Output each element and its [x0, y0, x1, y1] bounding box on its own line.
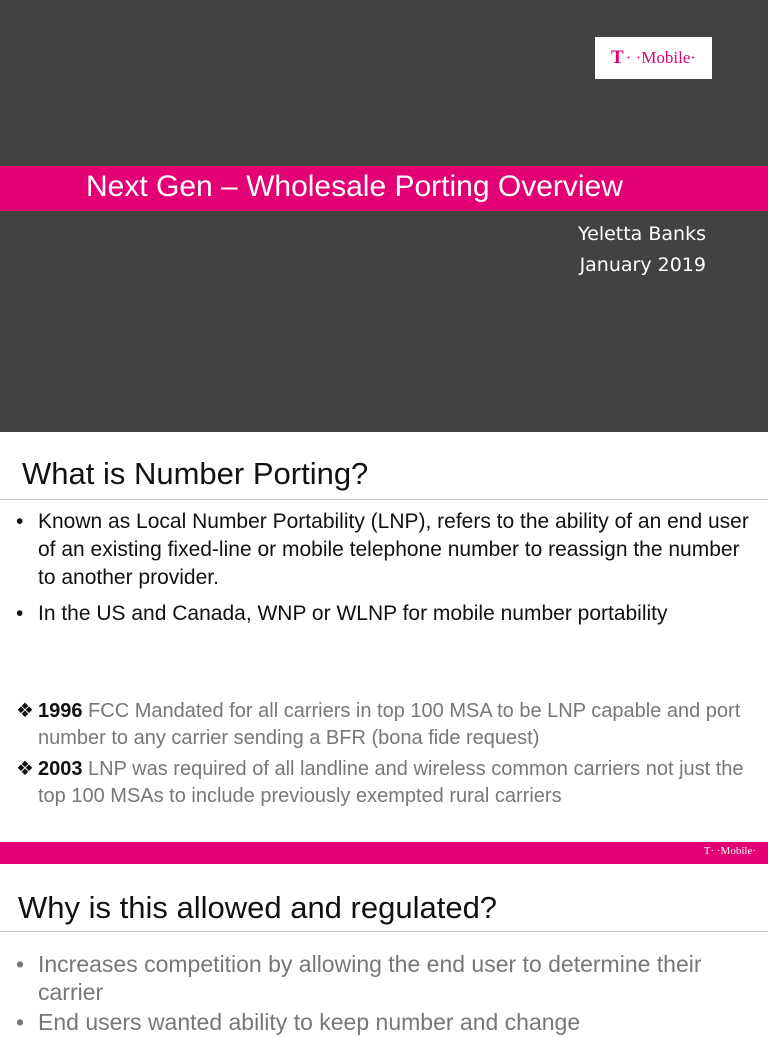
presentation-date: January 2019 [579, 254, 706, 276]
diamond-bullet-icon: ❖ [16, 700, 34, 722]
regulation-slide [0, 864, 768, 1035]
slide-title: Next Gen – Wholesale Porting Overview [86, 170, 623, 203]
heading-divider [0, 931, 768, 932]
title-slide [0, 0, 768, 432]
list-item: • Known as Local Number Portability (LNP), refers to the ability of an end user of an existing fixed-line or mobile telephone number to reassign the number to another provider. [16, 510, 749, 589]
footer-band [0, 842, 768, 864]
milestone-item: ❖ 2003 LNP was required of all landline and wireless common carriers not just the top 100 MSAs to include previously exempted rural carriers [16, 758, 744, 807]
author-name: Yeletta Banks [578, 223, 706, 245]
slide-heading: What is Number Porting? [22, 456, 369, 491]
bullet-list [16, 508, 761, 636]
list-item: • Increases competition by allowing the end user to determine their carrier [16, 951, 702, 1005]
bullet-icon: • [16, 602, 24, 625]
list-item: • End users wanted ability to keep number and change [16, 1009, 581, 1035]
bullet-icon: • [16, 510, 24, 533]
bullet-list [16, 950, 761, 1038]
footer-logo: T· ·Mobile· [703, 845, 756, 857]
milestone-item: ❖ 1996 FCC Mandated for all carriers in top 100 MSA to be LNP capable and port number to any carrier sending a BFR (bona fide request) [16, 700, 741, 749]
bullet-icon: • [16, 951, 25, 977]
heading-divider [0, 499, 768, 500]
slide-heading: Why is this allowed and regulated? [18, 890, 498, 925]
list-item: • In the US and Canada, WNP or WLNP for mobile number portability [16, 600, 761, 628]
diamond-bullet-icon: ❖ [16, 758, 34, 780]
tmobile-logo: T · ·Mobile· [595, 37, 712, 79]
bullet-icon: • [16, 1009, 25, 1035]
milestone-list [16, 698, 761, 814]
number-porting-slide [0, 432, 768, 864]
